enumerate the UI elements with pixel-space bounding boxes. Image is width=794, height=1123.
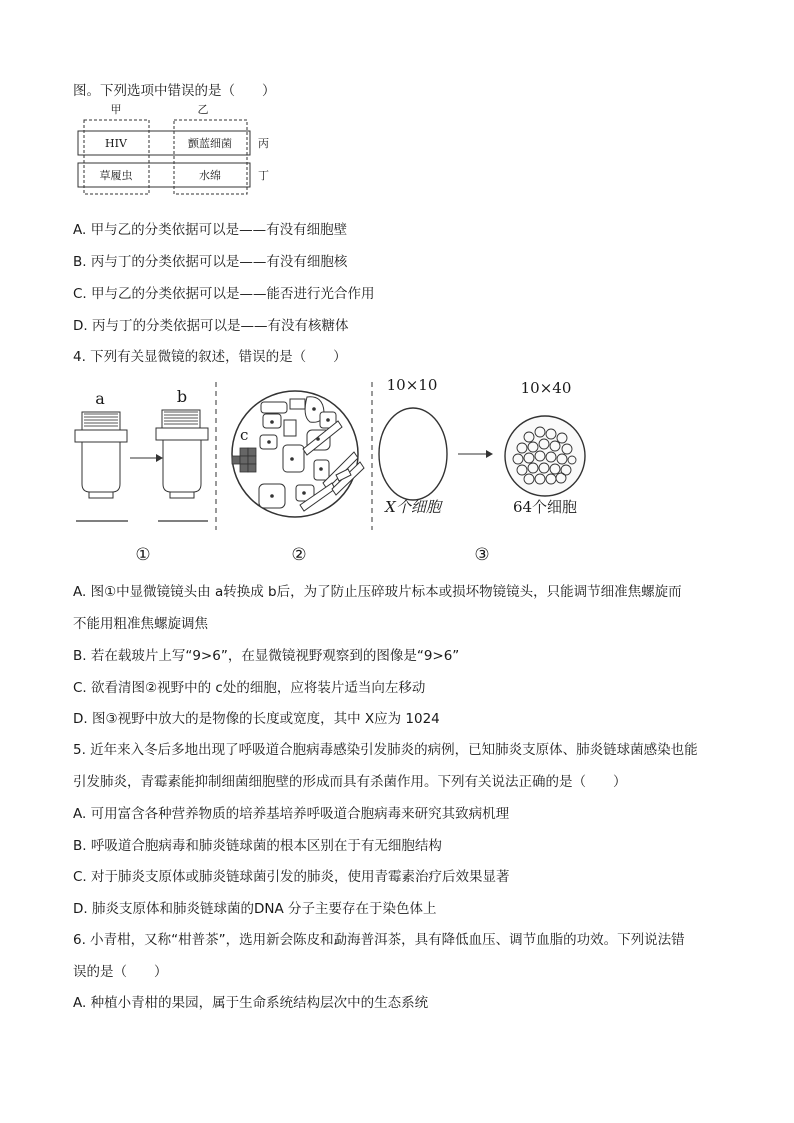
cell-count-high: 64个细胞 (512, 498, 578, 516)
cell-spirogyra: 水绵 (199, 169, 221, 182)
panel-label-2: ② (291, 545, 307, 565)
q3-option-c: C. 甲与乙的分类依据可以是——能否进行光合作用 (73, 286, 375, 302)
q4-option-d: D. 图③视野中放大的是物像的长度或宽度，其中 X应为 1024 (73, 711, 440, 727)
objective-lens-b (156, 410, 208, 498)
q6-stem-line2: 误的是（ ） (73, 964, 168, 980)
cell-paramecium: 草履虫 (99, 169, 133, 182)
lens-label-b: b (176, 387, 188, 406)
magnification-low: 10×10 (386, 376, 438, 394)
q3-option-d: D. 丙与丁的分类依据可以是——有没有核糖体 (73, 318, 349, 334)
panel-label-3: ③ (474, 545, 490, 565)
q4-option-a: A. 图①中显微镜镜头由 a转换成 b后，为了防止压碎玻片标本或损坏物镜镜头，只能调节细准焦螺旋而 (73, 584, 682, 600)
q6-stem-line1: 6. 小青柑，又称“柑普茶”，选用新会陈皮和勐海普洱茶，具有降低血压、调节血脂的功效。下列说法错 (73, 932, 685, 948)
q5-stem-line1: 5. 近年来入冬后多地出现了呼吸道合胞病毒感染引发肺炎的病例，已知肺炎支原体、肺炎链球菌感染也能 (73, 742, 698, 758)
q6-option-a: A. 种植小青柑的果园，属于生命系统结构层次中的生态系统 (73, 995, 429, 1011)
objective-lens-a (75, 412, 127, 498)
cell-label-c: c (240, 426, 249, 444)
low-mag-field (379, 408, 447, 500)
q4-option-c: C. 欲看清图②视野中的 c处的细胞，应将装片适当向左移动 (73, 680, 426, 696)
cell-hiv: HIV (105, 137, 127, 150)
row-label-bing: 丙 (258, 137, 269, 150)
q5-option-d: D. 肺炎支原体和肺炎链球菌的DNA 分子主要存在于染色体上 (73, 901, 437, 917)
q5-stem-line2: 引发肺炎，青霉素能抑制细菌细胞壁的形成而具有杀菌作用。下列有关说法正确的是（ ） (73, 774, 627, 790)
panel-label-1: ① (135, 545, 151, 565)
col-label-jia: 甲 (110, 103, 122, 116)
intro-text: 图。下列选项中错误的是（ ） (73, 83, 276, 99)
q4-stem: 4. 下列有关显微镜的叙述，错误的是（ ） (73, 349, 347, 365)
q3-option-b: B. 丙与丁的分类依据可以是——有没有细胞核 (73, 254, 348, 270)
magnification-high: 10×40 (520, 379, 572, 397)
q5-option-c: C. 对于肺炎支原体或肺炎链球菌引发的肺炎，使用青霉素治疗后效果显著 (73, 869, 510, 885)
q5-option-a: A. 可用富含各种营养物质的培养基培养呼吸道合胞病毒来研究其致病机理 (73, 806, 510, 822)
lens-label-a: a (95, 389, 105, 408)
cell-cyanobacteria: 颤蓝细菌 (188, 137, 232, 150)
q4-option-b: B. 若在载玻片上写“9>6”，在显微镜视野观察到的图像是“9>6” (73, 648, 460, 664)
row-label-ding: 丁 (258, 169, 269, 182)
q3-option-a: A. 甲与乙的分类依据可以是——有没有细胞壁 (73, 222, 348, 238)
q5-option-b: B. 呼吸道合胞病毒和肺炎链球菌的根本区别在于有无细胞结构 (73, 838, 442, 854)
cell-count-low: X个细胞 (385, 498, 441, 516)
col-label-yi: 乙 (197, 103, 209, 116)
q4-option-a-cont: 不能用粗准焦螺旋调焦 (73, 616, 208, 632)
classification-diagram (72, 100, 282, 195)
microscope-diagram (70, 372, 600, 572)
